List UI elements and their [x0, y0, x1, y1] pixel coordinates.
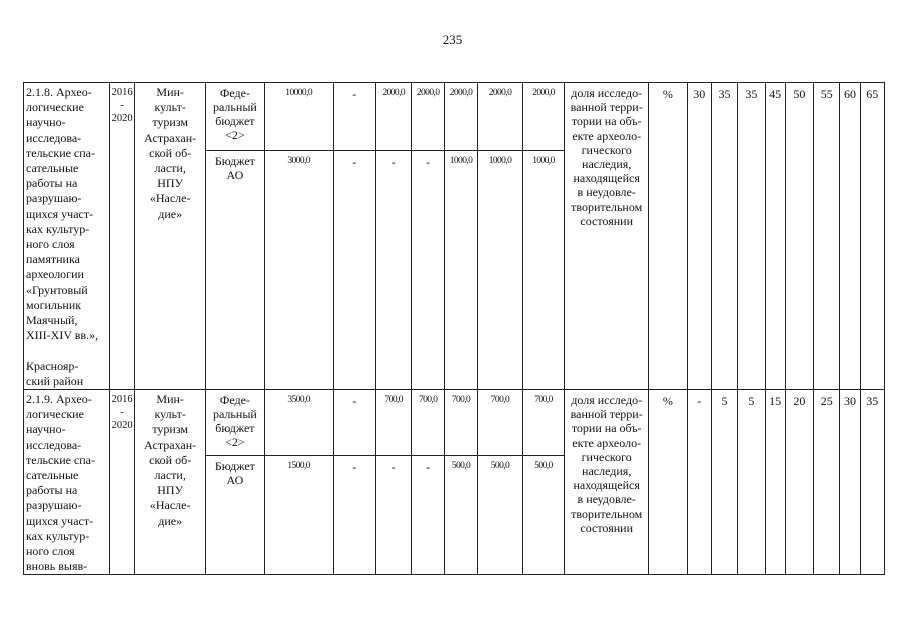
amount-cell	[376, 150, 412, 390]
amount-value: 10000,0	[285, 88, 312, 98]
amount-value: -	[352, 459, 357, 474]
text-line: культ-	[154, 100, 186, 115]
text-line: дие»	[158, 206, 183, 221]
text-line: исследова-	[26, 437, 82, 452]
amount-cell	[478, 83, 523, 151]
indicator-value: 30	[843, 394, 856, 409]
text-line: доля исследо-	[571, 393, 643, 408]
text-line: Мин-	[156, 85, 184, 99]
amount-cell	[522, 83, 564, 151]
text-line: ках культур-	[26, 221, 90, 236]
text-line: <2>	[225, 128, 245, 142]
text-line: Мин-	[156, 392, 184, 407]
text-line: Астрахан-	[144, 437, 197, 452]
amount-cell	[264, 390, 333, 456]
amount-value: 700,0	[451, 395, 471, 406]
text-line: археологии	[26, 267, 84, 282]
indicator-value: 55	[820, 87, 833, 101]
amount-cell	[522, 390, 564, 456]
amount-value: 1000,0	[488, 155, 512, 166]
unit-cell	[649, 390, 687, 575]
indicator-value-cell	[711, 83, 737, 390]
amount-value: 700,0	[490, 395, 510, 406]
amount-cell	[444, 455, 477, 575]
amount-cell	[333, 83, 375, 151]
text-line: логические	[26, 100, 84, 115]
page-number: 235	[442, 32, 463, 47]
amount-cell	[478, 390, 523, 456]
text-line: НПУ	[157, 483, 184, 498]
text-line: логические	[26, 407, 84, 422]
text-line: тории на объ-	[571, 114, 642, 129]
amount-cell	[478, 150, 523, 390]
indicator-value-cell	[738, 390, 765, 575]
amount-value: -	[352, 154, 357, 169]
text-line: наследия,	[582, 464, 632, 479]
indicator-value-cell	[840, 83, 860, 390]
funding-source	[206, 455, 265, 575]
indicator-value-cell	[738, 83, 765, 390]
text-line: разрушаю-	[26, 498, 82, 513]
text-line: «Насле-	[149, 498, 191, 513]
indicator-value-cell	[860, 390, 884, 575]
indicator-value: 35	[866, 394, 879, 409]
text-line: 2016	[111, 87, 133, 98]
text-line: творительном	[571, 199, 643, 214]
amount-value: 2000,0	[488, 88, 512, 98]
text-line: 2016	[111, 394, 133, 406]
amount-value: 3000,0	[287, 155, 310, 166]
text-line: находящейся	[573, 171, 640, 186]
amount-value: 700,0	[418, 395, 438, 406]
indicator-value-cell	[814, 390, 840, 575]
amount-value: 1000,0	[449, 155, 473, 166]
text-line: -	[120, 407, 124, 419]
amount-cell	[478, 455, 523, 575]
text-line: гического	[581, 449, 632, 464]
indicator-value: 35	[718, 87, 731, 101]
amount-cell	[333, 455, 375, 575]
text-line: АО	[226, 472, 244, 487]
indicator-value-cell	[765, 83, 785, 390]
executor-cell	[135, 83, 206, 390]
amount-cell	[264, 150, 333, 390]
amount-cell	[412, 455, 444, 575]
text-line: состоянии	[580, 213, 633, 228]
text-line: НПУ	[157, 176, 184, 191]
text-line: туризм	[152, 115, 188, 130]
text-line: наследия,	[582, 157, 632, 172]
indicator-value-cell	[765, 390, 785, 575]
amount-cell	[444, 150, 477, 390]
amount-cell	[376, 390, 412, 456]
text-line: ской об-	[149, 145, 192, 160]
text-line: гического	[581, 142, 632, 157]
amount-value: 1500,0	[287, 460, 310, 471]
indicator-cell	[565, 83, 649, 390]
table-row	[24, 83, 885, 151]
indicator-value-cell	[785, 83, 813, 390]
funding-source	[206, 150, 265, 390]
unit-cell	[649, 83, 687, 390]
text-line: Бюджет	[214, 458, 255, 473]
table-row	[24, 390, 885, 456]
amount-value: 3500,0	[287, 395, 310, 406]
amount-value: 700,0	[384, 395, 403, 406]
amount-value: 500,0	[490, 460, 510, 471]
text-line: бюджет	[215, 421, 255, 436]
amount-cell	[522, 150, 564, 390]
text-line: в неудовле-	[577, 492, 636, 507]
text-line: памятника	[26, 252, 80, 267]
text-line: в неудовле-	[577, 185, 636, 200]
amount-value: 2000,0	[532, 88, 555, 98]
text-line: ного слоя	[26, 544, 75, 559]
program-table	[23, 82, 885, 575]
text-line: <2>	[225, 435, 245, 450]
text-line: тории на объ-	[571, 421, 642, 436]
period-cell	[109, 83, 134, 390]
text-line: ральный	[213, 407, 257, 422]
text-line: сательные	[26, 468, 79, 483]
text-line: бюджет	[215, 114, 255, 128]
text-line: 2.1.9. Архео-	[26, 392, 92, 407]
text-line: ванной терри-	[570, 407, 643, 422]
indicator-value: 50	[793, 87, 806, 101]
text-line: доля исследо-	[571, 86, 643, 100]
text-line: дие»	[158, 513, 183, 528]
text-line: Краснояр-	[26, 358, 79, 373]
amount-value: 2000,0	[449, 88, 473, 98]
amount-cell	[333, 390, 375, 456]
text-line: научно-	[26, 115, 66, 130]
text-line: щихся участ-	[26, 513, 94, 528]
text-line: ласти,	[154, 161, 186, 176]
text-line: 2020	[111, 113, 133, 124]
amount-cell	[264, 455, 333, 575]
text-line: туризм	[152, 422, 188, 437]
indicator-value-cell	[711, 390, 737, 575]
text-line: исследова-	[26, 130, 82, 145]
indicator-value-cell	[687, 390, 711, 575]
text-line: Феде-	[219, 86, 250, 100]
executor-cell	[135, 390, 206, 575]
text-line: АО	[226, 167, 244, 182]
amount-value: -	[426, 459, 431, 474]
indicator-cell	[565, 390, 649, 575]
text-line: ного слоя	[26, 237, 75, 252]
text-line: ской об-	[149, 452, 192, 467]
text-line: ский район	[26, 373, 84, 388]
activity-name	[24, 390, 110, 575]
indicator-value: 60	[843, 87, 856, 101]
text-line: 2020	[111, 420, 133, 432]
text-line: вновь выяв-	[26, 559, 88, 574]
indicator-value-cell	[860, 83, 884, 390]
text-line: щихся участ-	[26, 206, 94, 221]
text-line: екте археоло-	[572, 435, 642, 450]
unit-value: %	[662, 394, 673, 409]
indicator-value: 20	[793, 394, 806, 409]
indicator-value: 25	[820, 394, 833, 409]
indicator-value-cell	[840, 390, 860, 575]
amount-value: 700,0	[534, 395, 553, 406]
amount-cell	[376, 83, 412, 151]
amount-cell	[412, 150, 444, 390]
amount-value: -	[391, 459, 396, 474]
amount-value: 2000,0	[416, 88, 440, 98]
text-line: состоянии	[580, 520, 633, 535]
period-cell	[109, 390, 134, 575]
indicator-value: 5	[748, 394, 755, 409]
text-line: -	[120, 100, 124, 111]
text-line: Маячный,	[26, 313, 78, 328]
amount-cell	[264, 83, 333, 151]
text-line: ральный	[213, 100, 257, 114]
funding-source	[206, 390, 265, 456]
text-line: научно-	[26, 422, 66, 437]
text-line: Бюджет	[214, 153, 255, 168]
text-line	[26, 343, 109, 358]
amount-cell	[412, 390, 444, 456]
indicator-value-cell	[687, 83, 711, 390]
text-line: ванной терри-	[570, 100, 643, 115]
indicator-value: 15	[769, 394, 782, 409]
amount-cell	[522, 455, 564, 575]
text-line: сательные	[26, 161, 79, 176]
amount-value: -	[426, 154, 431, 169]
text-line: XIII-XIV вв.»,	[26, 328, 99, 343]
unit-value: %	[662, 87, 673, 101]
text-line: работы на	[26, 483, 78, 498]
text-line: «Насле-	[149, 191, 191, 206]
amount-value: 500,0	[534, 460, 553, 471]
indicator-value: -	[697, 394, 702, 409]
text-line: ласти,	[154, 468, 186, 483]
indicator-value-cell	[785, 390, 813, 575]
text-line: тельские спа-	[26, 145, 96, 160]
amount-value: -	[352, 87, 357, 101]
text-line: могильник	[26, 297, 82, 312]
amount-cell	[444, 83, 477, 151]
amount-cell	[412, 83, 444, 151]
indicator-value: 30	[693, 87, 706, 101]
indicator-value: 5	[721, 394, 728, 409]
amount-value: 500,0	[451, 460, 471, 471]
text-line: 2.1.8. Архео-	[26, 85, 92, 99]
amount-value: 2000,0	[382, 88, 405, 98]
amount-value: -	[352, 394, 357, 409]
indicator-value: 45	[769, 87, 782, 101]
amount-cell	[333, 150, 375, 390]
indicator-value: 35	[745, 87, 758, 101]
text-line: «Грунтовый	[26, 282, 88, 297]
amount-cell	[376, 455, 412, 575]
text-line: работы на	[26, 176, 78, 191]
text-line: тельские спа-	[26, 452, 96, 467]
amount-value: -	[391, 154, 396, 169]
text-line: Астрахан-	[144, 130, 197, 145]
indicator-value: 65	[866, 87, 879, 101]
indicator-value-cell	[814, 83, 840, 390]
text-line: творительном	[571, 506, 643, 521]
activity-name	[24, 83, 110, 390]
text-line: Феде-	[219, 393, 250, 408]
amount-cell	[444, 390, 477, 456]
text-line: культ-	[154, 407, 186, 422]
text-line: ках культур-	[26, 528, 90, 543]
text-line: екте археоло-	[572, 128, 642, 143]
text-line: находящейся	[573, 478, 640, 493]
funding-source	[206, 83, 265, 151]
amount-value: 1000,0	[532, 155, 555, 166]
text-line: разрушаю-	[26, 191, 82, 206]
